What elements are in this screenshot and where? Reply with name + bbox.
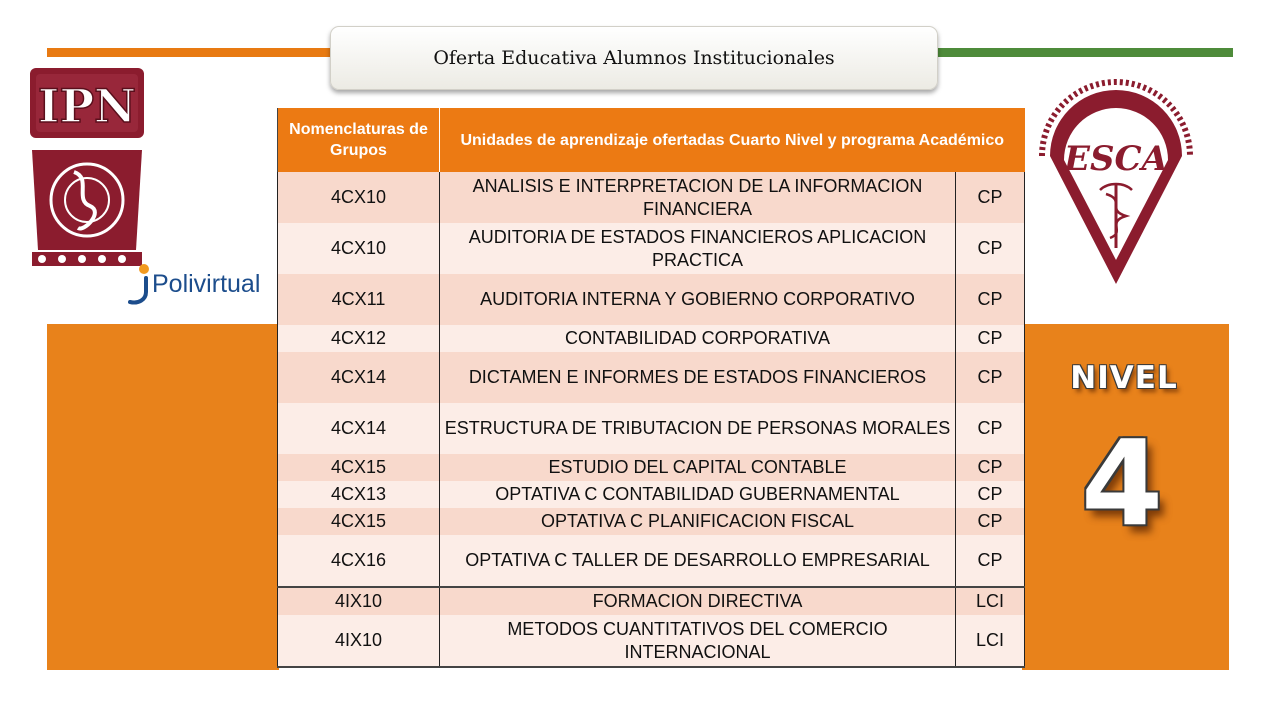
program-code: CP — [956, 352, 1025, 403]
subject-name: FORMACION DIRECTIVA — [440, 587, 956, 615]
group-code: 4CX15 — [278, 454, 440, 481]
table-row — [278, 481, 1025, 508]
group-code: 4CX14 — [278, 403, 440, 454]
svg-text:ESCA: ESCA — [1064, 139, 1168, 179]
group-code: 4CX14 — [278, 352, 440, 403]
group-code: 4CX12 — [278, 325, 440, 352]
group-code: 4CX10 — [278, 223, 440, 274]
ipn-logo — [22, 60, 152, 272]
table-row — [278, 535, 1025, 587]
esca-logo — [1030, 72, 1202, 294]
subject-name: METODOS CUANTITATIVOS DEL COMERCIO INTERNACIONAL — [440, 615, 956, 667]
program-code: CP — [956, 535, 1025, 587]
polivirtual-text: Polivirtual — [152, 269, 261, 298]
nivel-number: 4 — [1080, 414, 1164, 552]
table-row — [278, 508, 1025, 535]
table-header-row — [278, 108, 1025, 172]
table-row — [278, 325, 1025, 352]
program-code: CP — [956, 325, 1025, 352]
subject-name: ANALISIS E INTERPRETACION DE LA INFORMACION FINANCIERA — [440, 172, 956, 223]
table-row — [278, 223, 1025, 274]
subject-name: CONTABILIDAD CORPORATIVA — [440, 325, 956, 352]
group-code: 4CX10 — [278, 172, 440, 223]
group-code: 4IX10 — [278, 615, 440, 667]
program-code: CP — [956, 172, 1025, 223]
program-code: LCI — [956, 615, 1025, 667]
subject-name: AUDITORIA INTERNA Y GOBIERNO CORPORATIVO — [440, 274, 956, 325]
orange-header-line — [47, 48, 332, 57]
table-row — [278, 403, 1025, 454]
subject-name: ESTRUCTURA DE TRIBUTACION DE PERSONAS MORALES — [440, 403, 956, 454]
program-code: CP — [956, 274, 1025, 325]
subject-name: OPTATIVA C PLANIFICACION FISCAL — [440, 508, 956, 535]
program-code: CP — [956, 481, 1025, 508]
group-code: 4CX11 — [278, 274, 440, 325]
table-row — [278, 352, 1025, 403]
program-code: CP — [956, 223, 1025, 274]
group-code: 4CX13 — [278, 481, 440, 508]
header-nomenclaturas: Nomenclaturas de Grupos — [278, 108, 440, 172]
polivirtual-mark-icon — [124, 262, 152, 306]
program-code: CP — [956, 508, 1025, 535]
program-code: CP — [956, 454, 1025, 481]
orange-band-left — [47, 324, 279, 670]
page-title: Oferta Educativa Alumnos Institucionales — [330, 26, 938, 90]
group-code: 4IX10 — [278, 587, 440, 615]
group-code: 4CX16 — [278, 535, 440, 587]
table-row — [278, 615, 1025, 667]
table-row — [278, 172, 1025, 223]
table-row — [278, 274, 1025, 325]
svg-text:IPN: IPN — [37, 79, 137, 133]
subject-name: ESTUDIO DEL CAPITAL CONTABLE — [440, 454, 956, 481]
program-code: LCI — [956, 587, 1025, 615]
subject-name: OPTATIVA C CONTABILIDAD GUBERNAMENTAL — [440, 481, 956, 508]
oferta-table — [277, 108, 1025, 668]
table-row — [278, 454, 1025, 481]
subject-name: AUDITORIA DE ESTADOS FINANCIEROS APLICACION PRACTICA — [440, 223, 956, 274]
program-code: CP — [956, 403, 1025, 454]
header-unidades: Unidades de aprendizaje ofertadas Cuarto Nivel y programa Académico — [440, 108, 1025, 172]
green-header-line — [938, 48, 1233, 57]
group-code: 4CX15 — [278, 508, 440, 535]
polivirtual-logo — [124, 262, 260, 306]
subject-name: OPTATIVA C TALLER DE DESARROLLO EMPRESARIAL — [440, 535, 956, 587]
subject-name: DICTAMEN E INFORMES DE ESTADOS FINANCIEROS — [440, 352, 956, 403]
table-row — [278, 587, 1025, 615]
nivel-label: NIVEL — [1070, 360, 1178, 396]
